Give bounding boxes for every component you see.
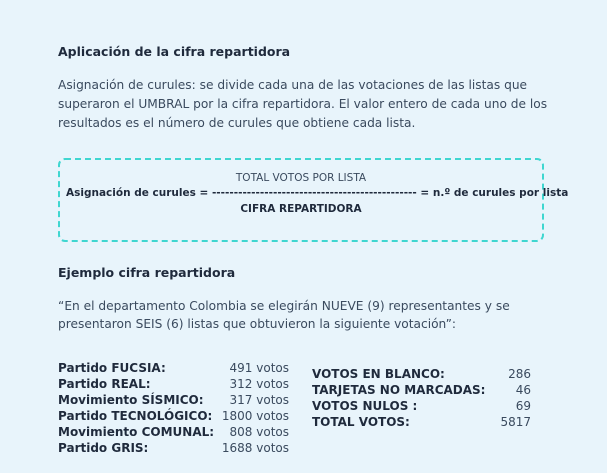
vote-totals-table [312, 367, 531, 431]
party-name: Partido FUCSIA: [58, 361, 166, 375]
total-label: TARJETAS NO MARCADAS: [312, 383, 486, 397]
total-value: 46 [515, 383, 531, 397]
table-row [312, 415, 531, 431]
party-votes: 491 votos [229, 361, 289, 375]
total-label: TOTAL VOTOS: [312, 415, 410, 429]
total-label: VOTOS NULOS : [312, 399, 418, 413]
total-value: 5817 [500, 415, 531, 429]
section-title-ejemplo: Ejemplo cifra repartidora [58, 265, 236, 280]
formula-box [58, 158, 569, 242]
table-row [312, 383, 531, 399]
party-name: Partido REAL: [58, 377, 151, 391]
total-value: 286 [508, 367, 531, 381]
total-value: 69 [515, 399, 531, 413]
party-votes: 1688 votos [221, 441, 289, 455]
formula-main-line: Asignación de curules = ----------------------------------------------- = n.º de curules por lista [66, 187, 569, 199]
party-name: Movimiento SÍSMICO: [58, 393, 204, 407]
table-row [312, 367, 531, 383]
party-votes: 808 votos [229, 425, 289, 439]
section-title-cifra-repartidora: Aplicación de la cifra repartidora [58, 44, 291, 59]
table-row [58, 409, 289, 425]
table-row [58, 441, 289, 457]
table-row [58, 361, 289, 377]
formula-numerator: TOTAL VOTOS POR LISTA [235, 172, 367, 184]
party-votes-table [58, 361, 289, 457]
table-row [58, 377, 289, 393]
party-votes: 1800 votos [221, 409, 289, 423]
table-row [312, 399, 531, 415]
party-votes: 317 votos [229, 393, 289, 407]
party-name: Partido GRIS: [58, 441, 149, 455]
table-row [58, 393, 289, 409]
total-label: VOTOS EN BLANCO: [312, 367, 445, 381]
assignment-paragraph: Asignación de curules: se divide cada una de las votaciones de las listas que superaron el UMBRAL por la cifra repartidora. El valor entero de cada uno de los resultados es el número de curules que obtiene cada lista. [58, 78, 548, 130]
example-quote: “En el departamento Colombia se elegirán NUEVE (9) representantes y se presentaron SEIS (6) listas que obtuvieron la siguiente votación”: [58, 299, 510, 331]
table-row [58, 425, 289, 441]
formula-denominator: CIFRA REPARTIDORA [240, 203, 362, 215]
party-votes: 312 votos [229, 377, 289, 391]
party-name: Movimiento COMUNAL: [58, 425, 215, 439]
party-name: Partido TECNOLÓGICO: [58, 409, 213, 423]
